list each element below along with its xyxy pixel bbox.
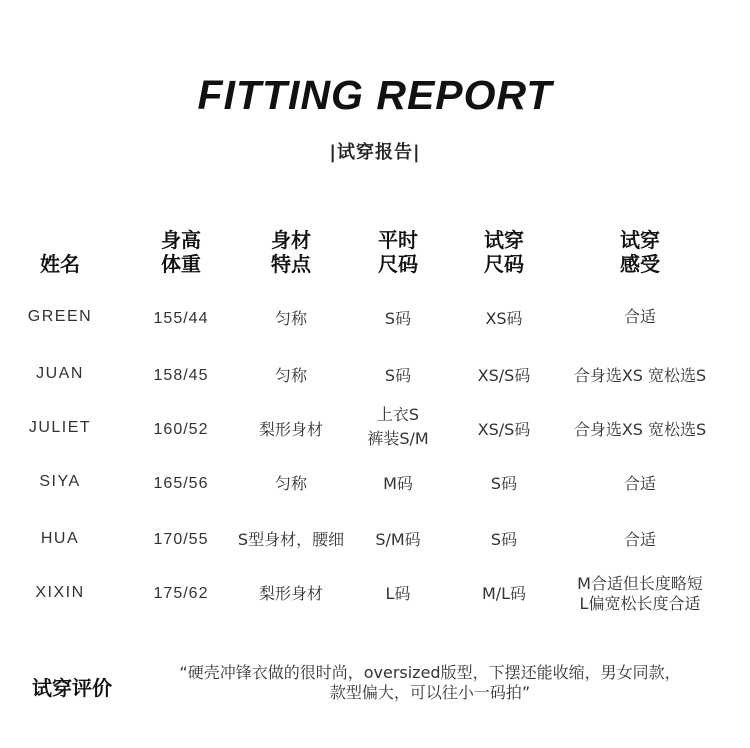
- row-name: JUAN: [36, 365, 84, 382]
- row-height-weight: 160/52: [153, 421, 209, 438]
- row-figure: 梨形身材: [258, 420, 323, 439]
- row-name: SIYA: [39, 473, 81, 490]
- report-title: FITTING REPORT: [197, 72, 553, 118]
- row-figure: S型身材，腰细: [237, 530, 345, 549]
- row-name: XIXIN: [35, 584, 85, 601]
- row-tried-size: S码: [490, 474, 518, 493]
- review-label: 试穿评价: [32, 676, 112, 700]
- row-usual-size: M码: [383, 474, 413, 493]
- header-usual-size: 平时 尺码: [378, 228, 418, 276]
- row-usual-size: S/M码: [375, 530, 421, 549]
- row-feel: 合身选XS 宽松选S: [573, 366, 707, 385]
- row-usual-size: S码: [384, 366, 412, 385]
- row-name: HUA: [40, 530, 80, 547]
- row-name: JULIET: [28, 419, 92, 436]
- row-tried-size: XS/S码: [477, 366, 531, 385]
- row-tried-size: S码: [490, 530, 518, 549]
- row-height-weight: 155/44: [153, 310, 209, 327]
- row-feel: 合适: [623, 474, 656, 493]
- row-feel: M合适但长度略短 L偏宽松长度合适: [577, 574, 703, 613]
- review-text: “硬壳冲锋衣做的很时尚，oversized版型，下摆还能收缩，男女同款， 款型偏大，可以往小一码拍”: [179, 663, 681, 702]
- row-height-weight: 158/45: [153, 367, 209, 384]
- header-figure: 身材 特点: [271, 228, 311, 276]
- row-usual-size: L码: [385, 584, 411, 603]
- header-height-weight: 身高 体重: [161, 228, 201, 276]
- row-tried-size: XS/S码: [477, 420, 531, 439]
- row-height-weight: 170/55: [153, 531, 209, 548]
- row-figure: 匀称: [274, 309, 307, 328]
- header-feel: 试穿 感受: [620, 228, 660, 276]
- header-tried-size: 试穿 尺码: [484, 228, 524, 276]
- row-feel: 合适: [623, 307, 656, 326]
- row-tried-size: XS码: [485, 309, 523, 328]
- row-figure: 匀称: [274, 474, 307, 493]
- report-subtitle: |试穿报告|: [329, 142, 421, 163]
- row-feel: 合身选XS 宽松选S: [573, 420, 707, 439]
- row-height-weight: 175/62: [153, 585, 209, 602]
- row-figure: 梨形身材: [258, 584, 323, 603]
- row-tried-size: M/L码: [481, 584, 527, 603]
- row-name: GREEN: [27, 308, 93, 325]
- row-height-weight: 165/56: [153, 475, 209, 492]
- header-name: 姓名: [40, 252, 80, 276]
- row-feel: 合适: [623, 530, 656, 549]
- row-usual-size: 上衣S 裤装S/M: [367, 405, 429, 448]
- row-figure: 匀称: [274, 366, 307, 385]
- row-usual-size: S码: [384, 309, 412, 328]
